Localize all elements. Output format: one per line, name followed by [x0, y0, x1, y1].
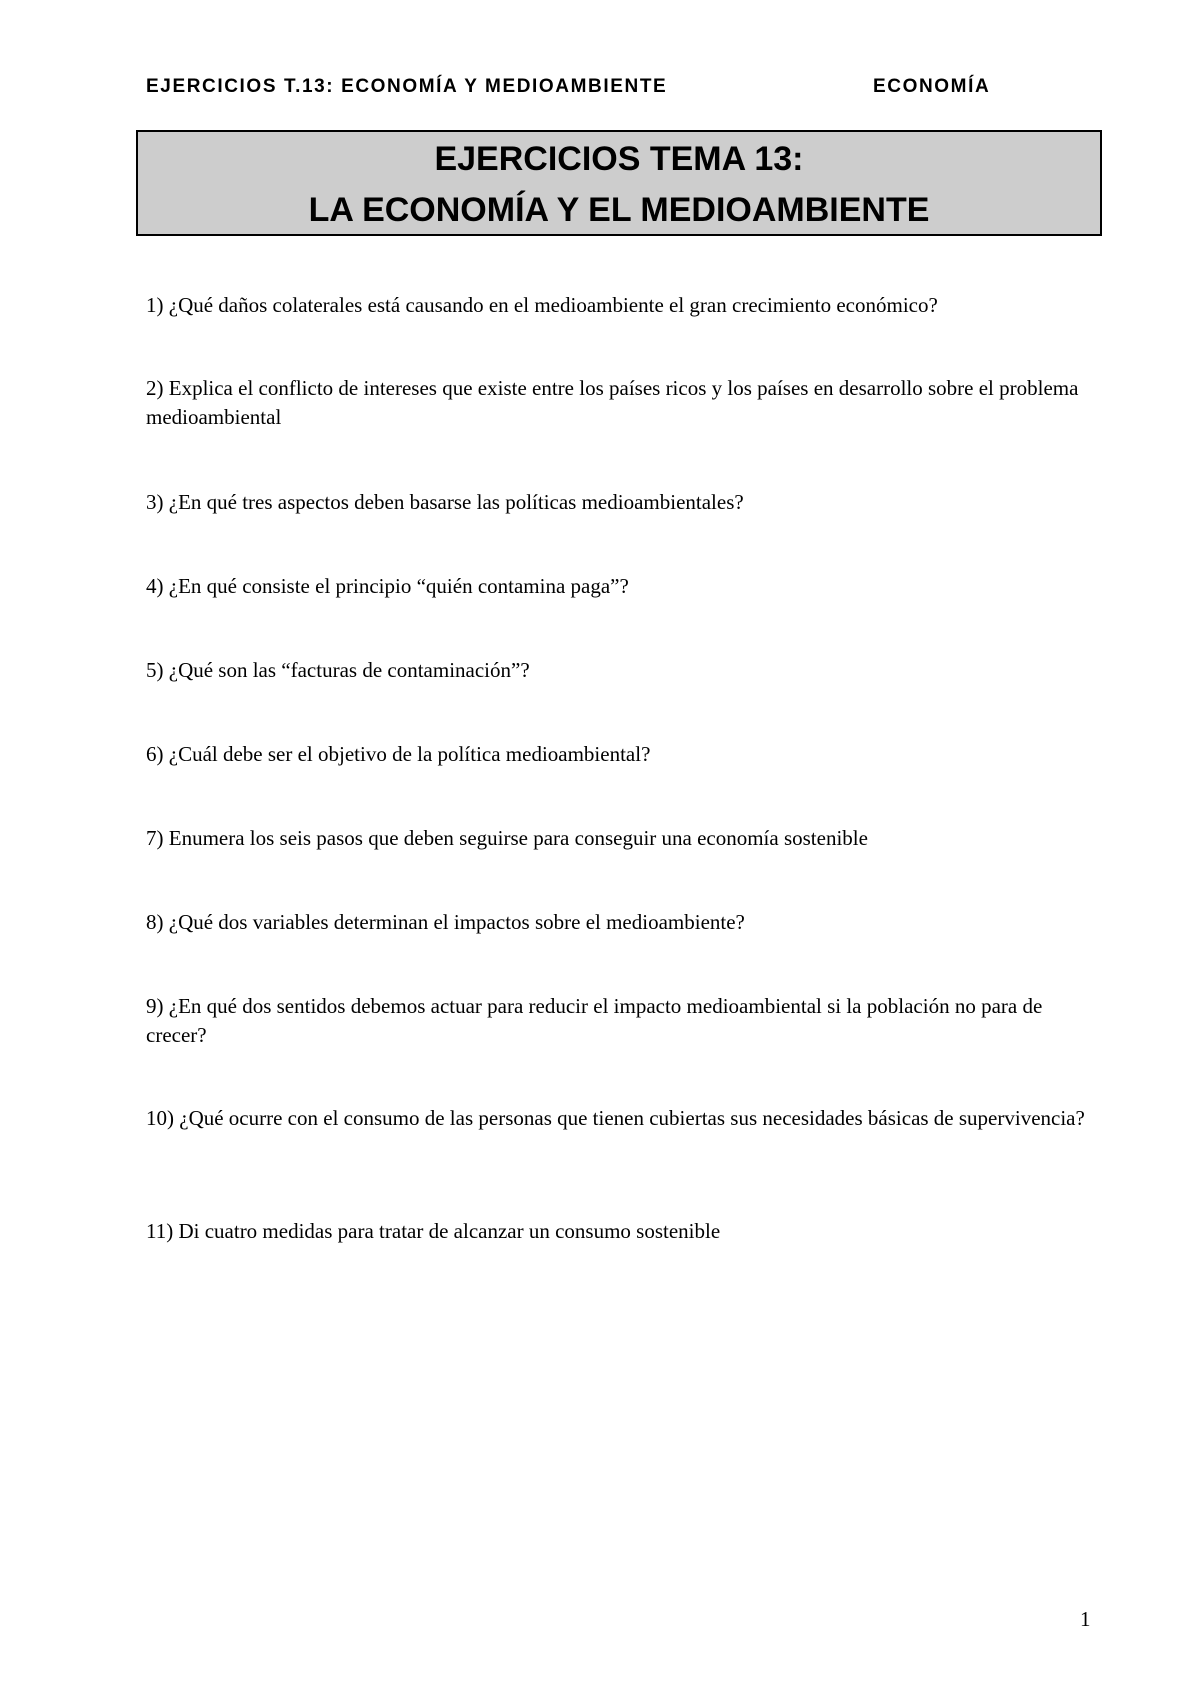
question-11: 11) Di cuatro medidas para tratar de alcanzar un consumo sostenible — [146, 1219, 721, 1243]
title-line-1: EJERCICIOS TEMA 13: — [434, 140, 804, 178]
question-9: 9) ¿En qué dos sentidos debemos actuar para reducir el impacto medioambiental si la población no para de crecer? — [146, 994, 1043, 1047]
question-6: 6) ¿Cuál debe ser el objetivo de la política medioambiental? — [146, 742, 651, 766]
question-7: 7) Enumera los seis pasos que deben seguirse para conseguir una economía sostenible — [146, 826, 868, 850]
header-right-text: ECONOMÍA — [873, 76, 991, 97]
title-line-2: LA ECONOMÍA Y EL MEDIOAMBIENTE — [308, 191, 930, 229]
question-5: 5) ¿Qué son las “facturas de contaminación”? — [146, 658, 530, 682]
title-box — [136, 130, 1102, 236]
question-2: 2) Explica el conflicto de intereses que existe entre los países ricos y los países en desarrollo sobre el problema medioambiental — [146, 376, 1079, 429]
question-4: 4) ¿En qué consiste el principio “quién contamina paga”? — [146, 574, 629, 598]
page-number: 1 — [1080, 1607, 1091, 1631]
question-3: 3) ¿En qué tres aspectos deben basarse las políticas medioambientales? — [146, 490, 744, 514]
question-10: 10) ¿Qué ocurre con el consumo de las personas que tienen cubiertas sus necesidades básicas de supervivencia? — [146, 1106, 1085, 1130]
header-left-text: EJERCICIOS T.13: ECONOMÍA Y MEDIOAMBIENTE — [146, 76, 668, 97]
question-1: 1) ¿Qué daños colaterales está causando en el medioambiente el gran crecimiento económico? — [146, 293, 938, 317]
question-8: 8) ¿Qué dos variables determinan el impactos sobre el medioambiente? — [146, 910, 745, 934]
running-header — [146, 76, 1006, 102]
